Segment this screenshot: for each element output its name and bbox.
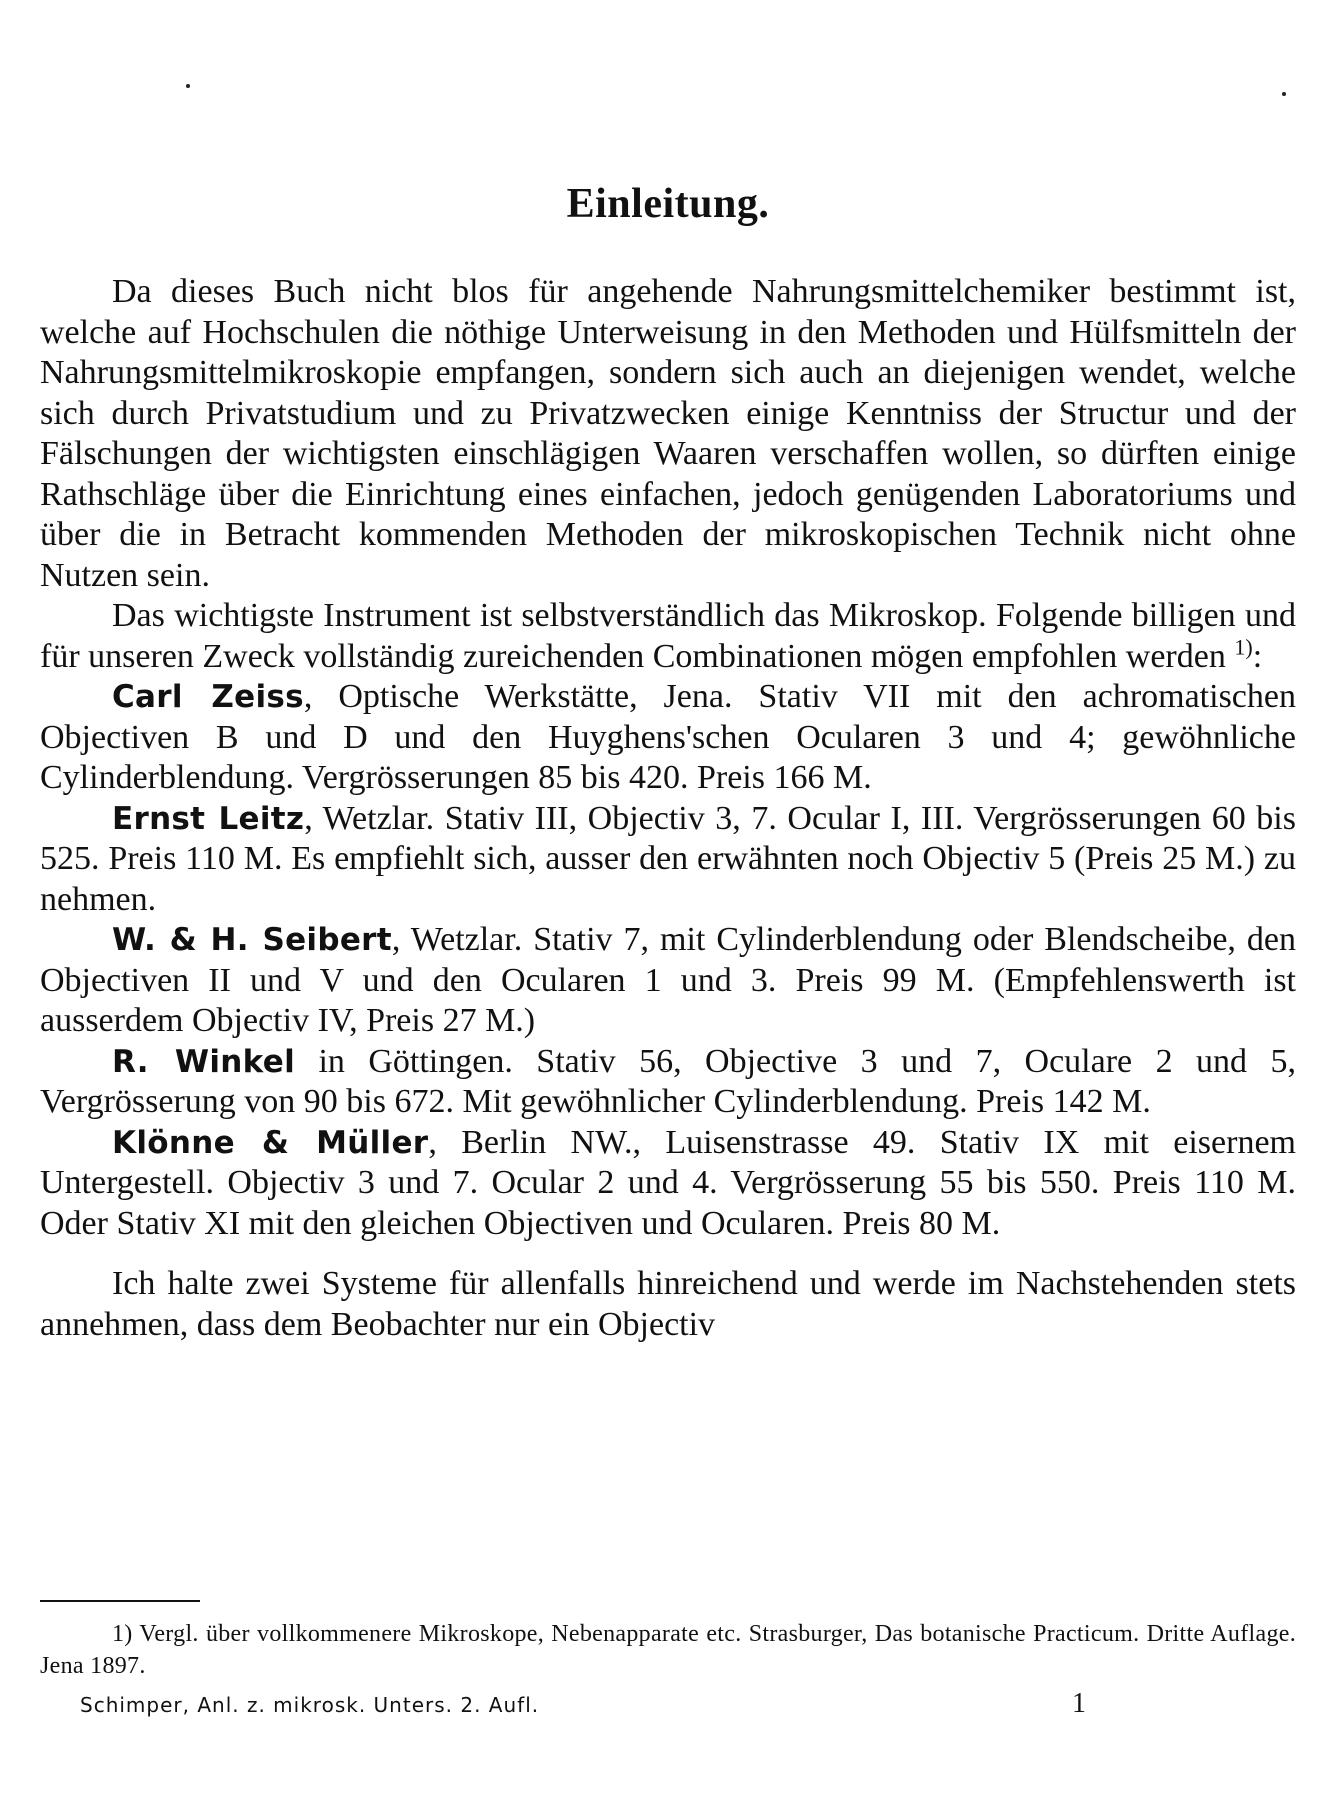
body-text [40,272,1296,1345]
maker-entry [40,799,1296,921]
maker-description: , Wetzlar. Stativ 7, mit Cylinderblendung oder Blendscheibe, den Objectiven II und V und den Ocularen 1 und 3. Preis 99 M. (Empfehlenswerth ist ausserdem Objectiv IV, Preis 27 M.) [40,921,1297,1039]
paragraph-instrument-text: Das wichtigste Instrument ist selbstverständlich das Mikroskop. Folgende billigen und für unseren Zweck vollständig zureichenden Combinationen mögen empfohlen werden [40,597,1296,675]
maker-name: Klönne & Müller [112,1124,429,1161]
maker-description: in Göttingen. Stativ 56, Objective 3 und 7, Oculare 2 und 5, Vergrösserung von 90 bis 672. Mit gewöhnlicher Cylinderblendung. Preis 142 M. [40,1042,1296,1120]
printer-signature: Schimper, Anl. z. mikrosk. Unters. 2. Aufl. [80,1693,540,1717]
maker-description: , Optische Werkstätte, Jena. Stativ VII mit den achromatischen Objectiven B und D und den Huyghens'schen Ocularen 3 und 4; gewöhnliche Cylinderblendung. Vergrösserungen 85 bis 420. Preis 166 M. [40,678,1296,796]
print-speck [1282,92,1286,96]
maker-name: Ernst Leitz [112,800,305,837]
paragraph-systems: Ich halte zwei Systeme für allenfalls hinreichend und werde im Nachstehenden stets annehmen, dass dem Beobachter nur ein Objectiv [40,1265,1296,1343]
maker-description: , Berlin NW., Luisenstrasse 49. Stativ IX mit eisernem Untergestell. Objectiv 3 und 7. Ocular 2 und 4. Vergrösserung 55 bis 550. Preis 110 M. Oder Stativ XI mit den gleichen Objectiven und Ocularen. Preis 80 M. [40,1123,1296,1242]
footnote-text: 1) Vergl. über vollkommenere Mikroskope, Nebenapparate etc. Strasburger, Das botanische Practicum. Dritte Auflage. Jena 1897. [40,1621,1296,1679]
print-speck [186,84,190,88]
maker-entry [40,677,1296,799]
footnote [40,1618,1296,1682]
maker-description: , Wetzlar. Stativ III, Objectiv 3, 7. Ocular I, III. Vergrösserungen 60 bis 525. Preis 110 M. Es empfiehlt sich, ausser den erwähnten noch Objectiv 5 (Preis 25 M.) zu nehmen. [40,799,1296,918]
paragraph-instrument-end: : [1252,637,1263,675]
maker-name: W. & H. Seibert [112,922,392,958]
chapter-title: Einleitung. [566,181,770,227]
paragraph-intro: Da dieses Buch nicht blos für angehende Nahrungsmittelchemiker bestimmt ist, welche auf Hochschulen die nöthige Unterweisung in den Methoden und Hülfsmitteln der Nahrungsmittelmikroskopie empfangen, sondern sich auch an diejenigen wendet, welche sich durch Privatstudium und zu Privatzwecken einige Kenntniss der Structur und der Fälschungen der wichtigsten einschlägigen Waaren verschaffen wollen, so dürften einige Rathschläge über die Einrichtung eines einfachen, jedoch genügenden Laboratoriums und über die in Betracht kommenden Methoden der mikroskopischen Technik nicht ohne Nutzen sein. [40,273,1296,594]
maker-name: R. Winkel [112,1043,295,1080]
page-number: 1 [1072,1688,1086,1719]
footnote-rule [40,1600,200,1602]
maker-entry [40,1042,1296,1123]
maker-name: Carl Zeiss [112,679,304,715]
maker-entry [40,920,1296,1042]
paragraph-instrument [40,596,1296,677]
footnote-marker: 1) [1234,634,1253,660]
maker-entry [40,1123,1296,1245]
